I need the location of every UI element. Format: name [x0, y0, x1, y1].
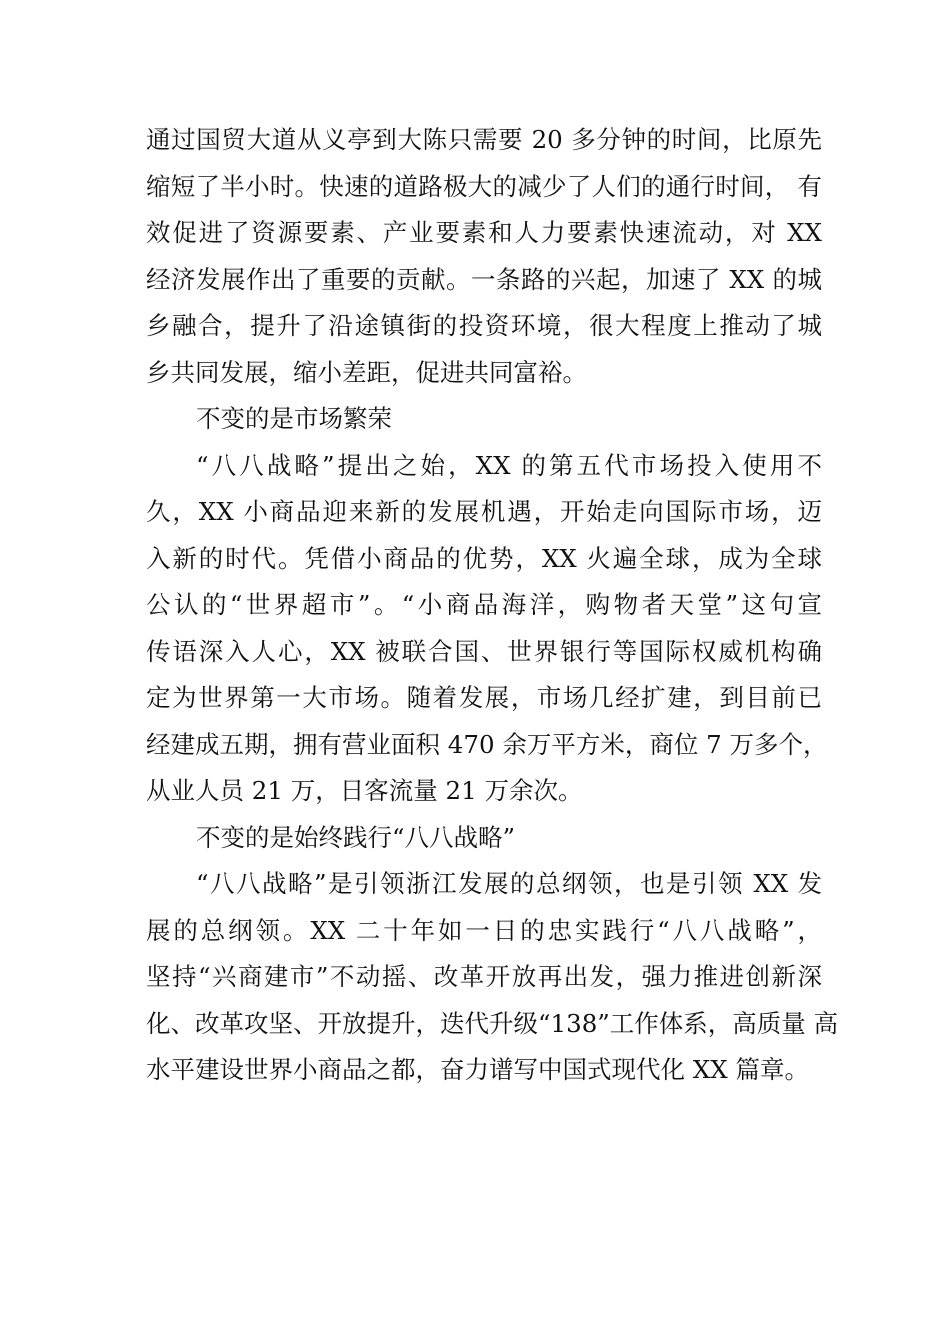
paragraph-1-line-1: 通过国贸大道从义亭到大陈只需要 20 多分钟的时间，比原先 [146, 125, 822, 154]
paragraph-3-line-2: 展的总纲领。XX 二十年如一日的忠实践行“八八战略”， [146, 915, 822, 945]
paragraph-2-line-5: 传语深入人心，XX 被联合国、世界银行等国际权威机构确 [146, 636, 822, 666]
section-heading-market: 不变的是市场繁荣 [196, 404, 392, 433]
paragraph-3-line-1: “八八战略”是引领浙江发展的总纲领，也是引领 XX 发 [196, 869, 822, 898]
paragraph-2-line-7: 经建成五期，拥有营业面积 470 余万平方米，商位 7 万多个， [146, 729, 828, 759]
paragraph-2-line-4: 公认的“世界超市”。“小商品海洋，购物者天堂”这句宣 [146, 590, 822, 619]
paragraph-3-line-4: 化、改革攻坚、开放提升，迭代升级“138”工作体系，高质量 高 [146, 1008, 839, 1038]
paragraph-2-line-8: 从业人员 21 万，日客流量 21 万余次。 [146, 776, 583, 805]
paragraph-2-line-3: 入新的时代。凭借小商品的优势，XX 火遍全球，成为全球 [146, 543, 822, 573]
paragraph-3-line-5: 水平建设世界小商品之都，奋力谱写中国式现代化 XX 篇章。 [146, 1055, 809, 1084]
paragraph-1-line-6: 乡共同发展，缩小差距，促进共同富裕。 [146, 357, 587, 387]
paragraph-1-line-2: 缩短了半小时。快速的道路极大的减少了人们的通行时间， 有 [146, 171, 822, 201]
paragraph-1-line-5: 乡融合，提升了沿途镇街的投资环境，很大程度上推动了城 [146, 311, 822, 340]
paragraph-3-line-3: 坚持“兴商建市”不动摇、改革开放再出发，强力推进创新深 [146, 962, 822, 991]
document-body [146, 117, 839, 1094]
paragraph-1-line-4: 经济发展作出了重要的贡献。一条路的兴起，加速了 XX 的城 [146, 264, 822, 294]
paragraph-1-line-3: 效促进了资源要素、产业要素和人力要素快速流动，对 XX [146, 218, 822, 247]
section-heading-strategy: 不变的是始终践行“八八战略” [196, 822, 516, 852]
paragraph-2-line-6: 定为世界第一大市场。随着发展，市场几经扩建，到目前已 [146, 683, 822, 712]
paragraph-2-line-2: 久，XX 小商品迎来新的发展机遇，开始走向国际市场，迈 [146, 497, 822, 526]
paragraph-2-line-1: “八八战略”提出之始，XX 的第五代市场投入使用不 [196, 450, 822, 480]
